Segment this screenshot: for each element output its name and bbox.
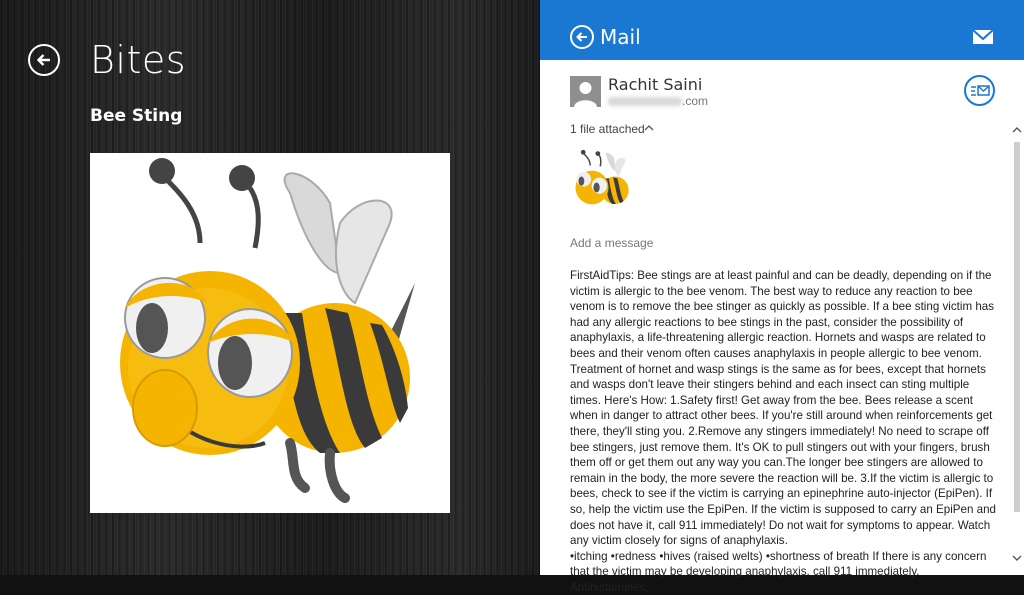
bee-thumbnail-icon bbox=[570, 144, 636, 220]
sender-email: .com bbox=[682, 94, 709, 108]
sender-name: Rachit Saini bbox=[608, 75, 703, 94]
avatar bbox=[570, 76, 601, 107]
reply-mail-icon bbox=[970, 82, 990, 100]
message-body[interactable] bbox=[570, 268, 1000, 595]
bee-image bbox=[90, 153, 450, 513]
message-paragraph: FirstAidTips: Bee stings are at least painful and can be deadly, depending on if the victim is allergic to the bee venom. The best way to reduce any reaction to bee venom is to remove the bee stinger as quickly as possible. If a bee sting victim has had any allergic reactions to bee stings in the past, consider the possibility of anaphylaxis, a life-threatening allergic reaction. Hornets and wasps are related to bees and their venom often causes anaphylaxis in people allergic to bee venom. Treatment of hornet and wasp stings is the same as for bees, except that hornets and wasps don't leave their stingers behind and each insect can sting multiple times. Here's How: 1.Safety first! Get away from the bee. Bees release a scent when in danger to attract other bees. If you're still around when reinforcements get there, they'll sting you. 2.Remove any stingers immediately! No need to scrape off bee stingers, just remove them. It's OK to pull stingers out with your fingers, brush them off or get them out any way you can.The longer bee stingers are allowed to remain in the body, the more severe the reaction will be. 3.If the victim is allergic to bees, check to see if the victim is carrying an epinephrine auto-injector (EpiPen). If so, help the victim use the EpiPen. If the victim is supposed to carry an EpiPen and does not have it, call 911 immediately! Do not wait for symptoms to appear. Watch any victim closely for signs of anaphylaxis. bbox=[570, 269, 996, 548]
message-paragraph: •itching •redness •hives (raised welts) •shortness of breath If there is any concern that the victim may be developing anaphylaxis, call 911 immediately. Antihistamines, bbox=[570, 549, 987, 594]
scroll-down-icon[interactable] bbox=[1012, 554, 1022, 562]
page-title: Bites bbox=[90, 38, 187, 82]
envelope-icon[interactable] bbox=[972, 28, 994, 46]
scroll-up-icon[interactable] bbox=[1012, 126, 1022, 134]
attachment-thumbnail[interactable] bbox=[570, 144, 636, 220]
chevron-up-icon[interactable] bbox=[644, 124, 654, 132]
mail-header bbox=[540, 0, 1024, 60]
mail-title: Mail bbox=[600, 25, 641, 49]
scroll-thumb[interactable] bbox=[1014, 142, 1020, 512]
page-subtitle: Bee Sting bbox=[90, 106, 183, 126]
sender-email-redacted bbox=[608, 97, 682, 106]
reply-button[interactable] bbox=[964, 75, 995, 106]
back-arrow-icon bbox=[35, 51, 53, 69]
vertical-scrollbar[interactable] bbox=[1010, 120, 1024, 575]
attachment-label: 1 file attached bbox=[570, 122, 645, 136]
bee-illustration bbox=[90, 153, 450, 513]
app-back-button[interactable] bbox=[28, 44, 60, 76]
back-arrow-icon bbox=[575, 30, 589, 44]
mail-back-button[interactable] bbox=[570, 25, 594, 49]
mail-pane bbox=[540, 0, 1024, 594]
add-message-input[interactable]: Add a message bbox=[570, 236, 654, 250]
person-icon bbox=[570, 76, 601, 107]
